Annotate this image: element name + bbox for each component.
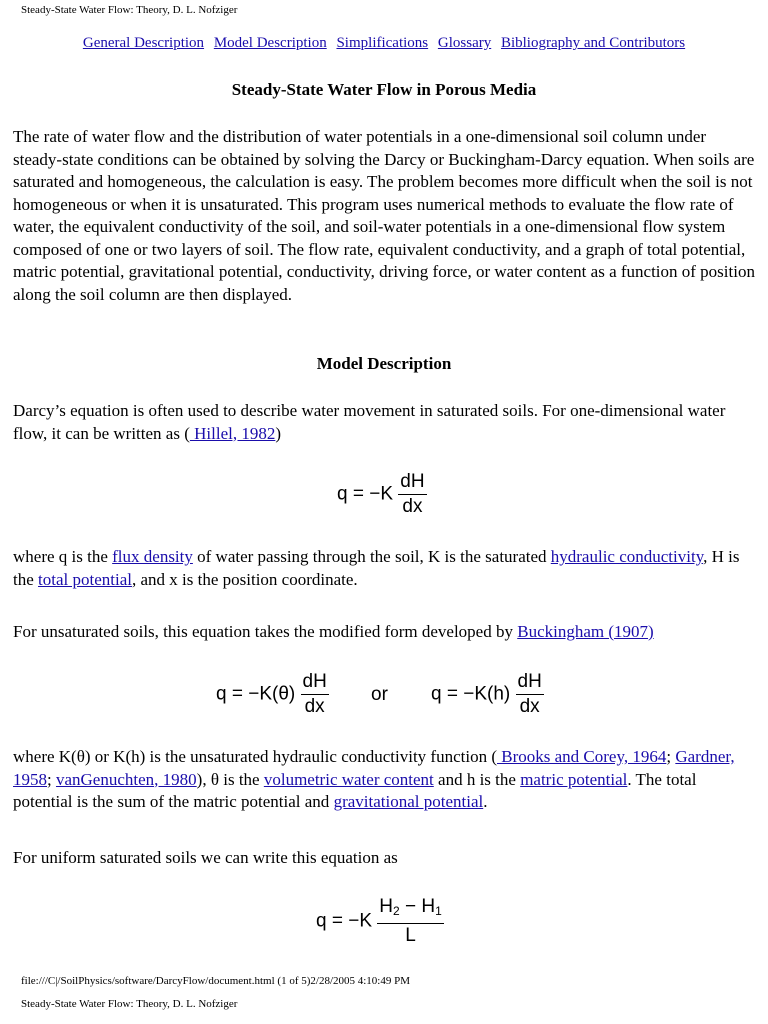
nav-link-general-description[interactable]: General Description — [82, 35, 205, 51]
eq1-numerator: dH — [398, 470, 426, 495]
link-matric-potential[interactable]: matric potential — [520, 769, 628, 789]
nav-link-glossary[interactable]: Glossary — [437, 35, 492, 51]
eq3-sub-1: 1 — [435, 904, 442, 918]
equation-darcy — [337, 470, 427, 519]
equation-uniform-saturated — [316, 895, 444, 948]
conductivity-function-paragraph — [13, 746, 758, 814]
darcy-text: Darcy’s equation is often used to describe water movement in saturated soils. For one-dimensional water flow, it can be written as ( — [13, 401, 726, 443]
section-heading-model-description: Model Description — [316, 354, 452, 373]
link-hydraulic-conductivity[interactable]: hydraulic conductivity — [550, 547, 704, 566]
eq3-denominator: L — [405, 925, 416, 946]
p2-text-1: where q is the — [13, 547, 113, 566]
link-gravitational-potential[interactable]: gravitational potential — [333, 792, 484, 811]
link-flux-density[interactable]: flux density — [112, 547, 193, 566]
eq3-fraction — [377, 895, 444, 948]
nav-link-model-description[interactable]: Model Description — [213, 35, 327, 51]
p4-text-2: ; — [666, 747, 676, 766]
nav-link-simplifications[interactable]: Simplifications — [336, 35, 429, 51]
link-gardner-1958[interactable]: Gardner, 1958 — [13, 747, 735, 789]
eq3-numerator — [377, 895, 444, 924]
link-total-potential[interactable]: total potential — [38, 569, 132, 589]
link-buckingham-1907[interactable]: Buckingham (1907) — [517, 622, 654, 641]
header-doc-title: Steady-State Water Flow: Theory, D. L. Nofziger — [21, 4, 238, 16]
equation-unsaturated-h — [431, 670, 544, 719]
eq2-lhs-theta: q = −K(θ) — [216, 683, 296, 705]
darcy-text-end: ) — [275, 423, 282, 443]
unsaturated-paragraph — [13, 621, 758, 644]
eq3-h2: H — [379, 896, 394, 917]
eq1-denominator: dx — [402, 496, 423, 517]
page-title: Steady-State Water Flow in Porous Media — [231, 80, 537, 99]
link-brooks-corey-1964[interactable]: Brooks and Corey, 1964 — [497, 747, 667, 766]
footer-doc-title: Steady-State Water Flow: Theory, D. L. Nofziger — [21, 998, 238, 1010]
eq3-minus: − — [399, 896, 422, 917]
eq2-numerator-h: dH — [516, 670, 544, 695]
p2-text-3: , H is the — [13, 547, 740, 589]
eq2-numerator-theta: dH — [301, 670, 329, 695]
eq2-fraction-theta — [301, 670, 329, 719]
eq2-denominator-theta: dx — [304, 696, 325, 717]
p4-text-3: ; — [47, 769, 56, 789]
p4-text-1: where K(θ) or K(h) is the unsaturated hydraulic conductivity function ( — [13, 747, 497, 766]
eq3-sub-2: 2 — [393, 904, 400, 918]
p4-text-5: and h is the — [433, 769, 521, 789]
p4-text-7: . — [483, 792, 488, 811]
uniform-saturated-paragraph: For uniform saturated soils we can write this equation as — [13, 848, 398, 867]
link-hillel-1982[interactable]: Hillel, 1982 — [189, 423, 276, 443]
eq2-lhs-h: q = −K(h) — [431, 683, 511, 705]
link-vangenuchten-1980[interactable]: vanGenuchten, 1980 — [55, 769, 197, 789]
equation-unsaturated-theta — [216, 670, 329, 719]
eq3-lhs: q = −K — [316, 910, 372, 932]
eq2-fraction-h — [516, 670, 544, 719]
eq2-denominator-h: dx — [519, 696, 540, 717]
p3-text: For unsaturated soils, this equation takes the modified form developed by — [13, 622, 518, 641]
p2-text-2: of water passing through the soil, K is the saturated — [192, 547, 551, 566]
where-q-paragraph — [13, 546, 758, 591]
p4-text-6: . The total potential is the sum of the matric potential and — [13, 769, 697, 811]
eq3-h1: H — [421, 896, 436, 917]
p2-text-4: , and x is the position coordinate. — [131, 569, 358, 589]
nav-link-bibliography[interactable]: Bibliography and Contributors — [500, 35, 686, 51]
eq1-lhs: q = −K — [337, 483, 393, 505]
footer-file-path: file:///C|/SoilPhysics/software/DarcyFlow/document.html (1 of 5)2/28/2005 4:10:49 PM — [21, 975, 411, 987]
p4-text-4: ), θ is the — [196, 769, 264, 789]
link-volumetric-water-content[interactable]: volumetric water content — [263, 769, 434, 789]
eq1-fraction — [398, 470, 426, 519]
nav-bar — [0, 35, 768, 52]
darcy-paragraph — [13, 400, 758, 445]
equation-or: or — [371, 684, 388, 705]
intro-paragraph: The rate of water flow and the distribution of water potentials in a one-dimensional soil column under steady-state conditions can be obtained by solving the Darcy or Buckingham-Darcy equation. When soils are saturated and homogeneous, the calculation is easy. The problem becomes more difficult when the soil is not homogeneous or when it is unsaturated. This program uses numerical methods to evaluate the flow rate of water, the equivalent conductivity of the soil, and soil-water potentials in a one-dimensional flow system composed of one or two layers of soil. The flow rate, equivalent conductivity, and a graph of total potential, matric potential, gravitational potential, conductivity, driving force, or water content as a function of position along the soil column are then displayed. — [13, 127, 755, 304]
